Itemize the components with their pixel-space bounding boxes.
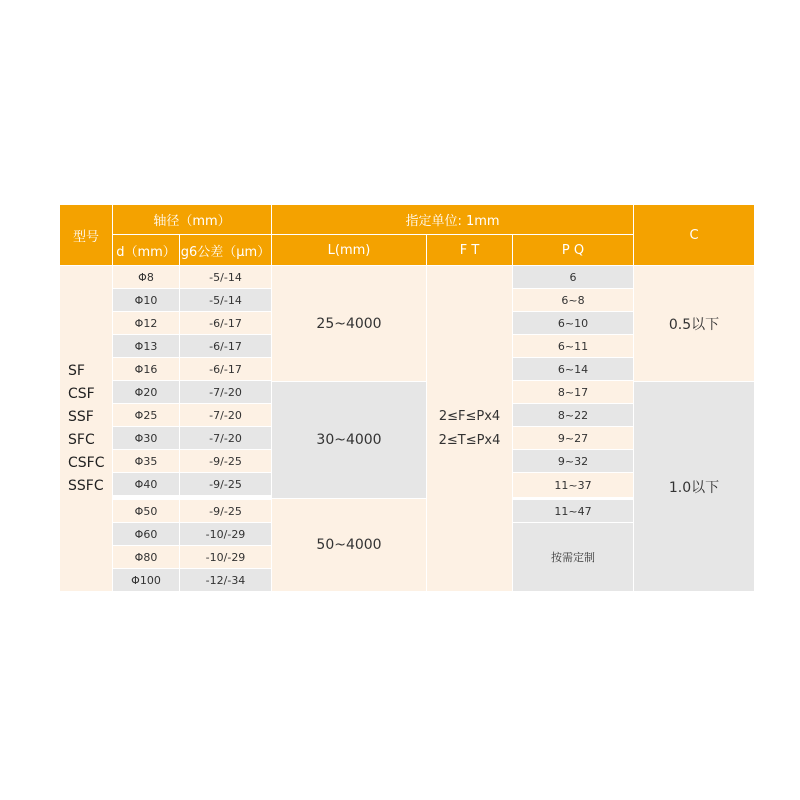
header-d: d（mm） — [113, 235, 179, 265]
model-item: CSF — [68, 385, 95, 402]
l-group-1: 25~4000 — [272, 266, 426, 381]
f-range-text: 2≤F≤Px4 — [438, 408, 501, 424]
t-range-text: 2≤T≤Px4 — [438, 432, 501, 448]
l-group-3: 50~4000 — [272, 499, 426, 591]
model-item: SSF — [68, 408, 94, 425]
tol-cell: -9/-25 — [180, 500, 271, 522]
spec-table — [60, 205, 754, 591]
c-group-1: 0.5以下 — [634, 266, 754, 381]
header-g6: g6公差（μm） — [180, 235, 271, 265]
header-unit: 指定单位: 1mm — [272, 205, 633, 234]
d-cell: Φ12 — [113, 312, 179, 334]
pq-cell: 6~8 — [513, 289, 633, 311]
model-item: CSFC — [68, 454, 105, 471]
tol-cell: -7/-20 — [180, 404, 271, 426]
pq-cell: 9~27 — [513, 427, 633, 449]
c-group-2: 1.0以下 — [634, 382, 754, 591]
d-cell: Φ16 — [113, 358, 179, 380]
d-cell: Φ40 — [113, 473, 179, 495]
d-cell: Φ80 — [113, 546, 179, 568]
pq-cell: 6~10 — [513, 312, 633, 334]
d-cell: Φ100 — [113, 569, 179, 591]
header-l: L(mm) — [272, 235, 426, 265]
header-model: 型号 — [60, 205, 112, 265]
pq-cell: 6~14 — [513, 358, 633, 380]
d-cell: Φ50 — [113, 500, 179, 522]
tol-cell: -6/-17 — [180, 335, 271, 357]
d-cell: Φ13 — [113, 335, 179, 357]
tol-cell: -6/-17 — [180, 358, 271, 380]
pq-cell: 8~17 — [513, 381, 633, 403]
tol-cell: -10/-29 — [180, 546, 271, 568]
d-cell: Φ35 — [113, 450, 179, 472]
tol-cell: -5/-14 — [180, 266, 271, 288]
l-group-2: 30~4000 — [272, 382, 426, 498]
pq-custom: 按需定制 — [513, 523, 633, 591]
d-cell: Φ8 — [113, 266, 179, 288]
tol-cell: -5/-14 — [180, 289, 271, 311]
header-shaft: 轴径（mm） — [113, 205, 271, 234]
model-item: SSFC — [68, 477, 104, 494]
header-c: C — [634, 205, 754, 265]
pq-cell: 11~47 — [513, 500, 633, 522]
tol-cell: -6/-17 — [180, 312, 271, 334]
header-pq: P Q — [513, 235, 633, 265]
tol-cell: -10/-29 — [180, 523, 271, 545]
pq-cell: 11~37 — [513, 473, 633, 497]
d-cell: Φ25 — [113, 404, 179, 426]
d-cell: Φ30 — [113, 427, 179, 449]
pq-cell: 6~11 — [513, 335, 633, 357]
d-cell: Φ10 — [113, 289, 179, 311]
ft-range — [427, 266, 512, 591]
model-list — [60, 266, 112, 591]
pq-cell: 9~32 — [513, 450, 633, 472]
tol-cell: -12/-34 — [180, 569, 271, 591]
tol-cell: -9/-25 — [180, 450, 271, 472]
d-cell: Φ20 — [113, 381, 179, 403]
tol-cell: -7/-20 — [180, 381, 271, 403]
pq-cell: 8~22 — [513, 404, 633, 426]
model-item: SF — [68, 362, 85, 379]
pq-cell: 6 — [513, 266, 633, 288]
d-cell: Φ60 — [113, 523, 179, 545]
tol-cell: -9/-25 — [180, 473, 271, 495]
model-item: SFC — [68, 431, 95, 448]
tol-cell: -7/-20 — [180, 427, 271, 449]
header-ft: F T — [427, 235, 512, 265]
